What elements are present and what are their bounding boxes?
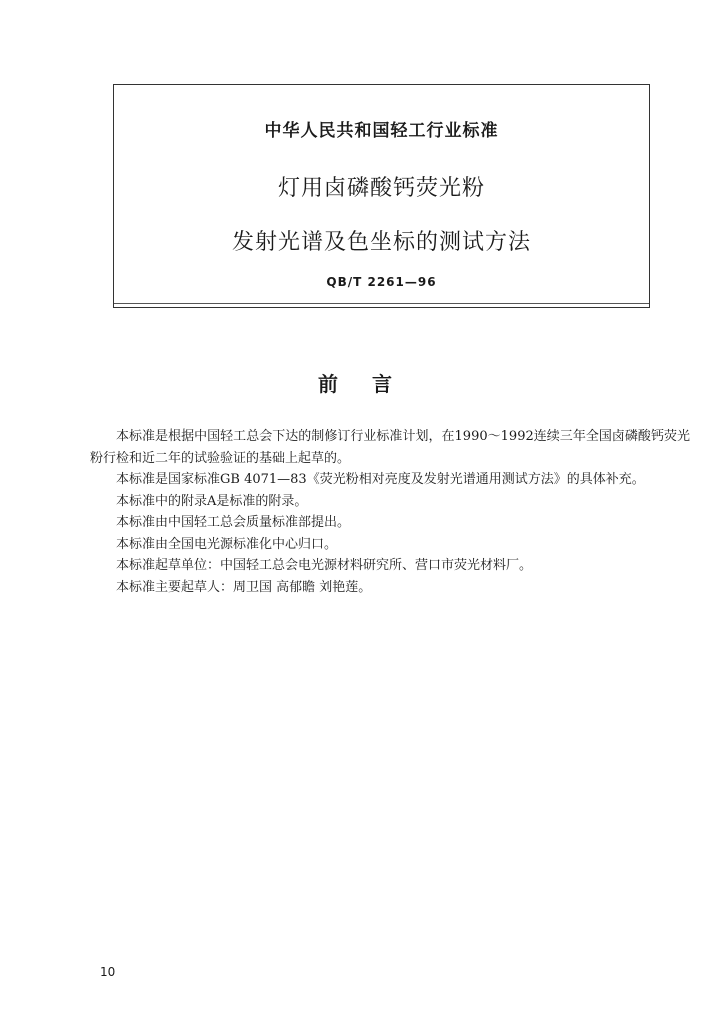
standard-title-line-1: 灯用卤磷酸钙荧光粉 bbox=[277, 176, 485, 201]
foreword-heading: 前言 bbox=[318, 372, 426, 396]
foreword-paragraph: 本标准是国家标准GB 4071—83《荧光粉相对亮度及发射光谱通用测试方法》的具体补充。 bbox=[116, 472, 645, 487]
standard-header-box bbox=[113, 84, 650, 308]
foreword-paragraph: 本标准中的附录A是标准的附录。 bbox=[116, 493, 308, 509]
standard-organization: 中华人民共和国轻工行业标准 bbox=[264, 121, 499, 141]
standard-code: QB/T 2261—96 bbox=[326, 275, 437, 289]
foreword-paragraph: 本标准由中国轻工总会质量标准部提出。 bbox=[116, 515, 351, 530]
foreword-body bbox=[90, 426, 690, 598]
foreword-paragraph: 本标准是根据中国轻工总会下达的制修订行业标准计划，在1990～1992连续三年全国卤磷酸钙荧光粉行检和近二年的试验验证的基础上起草的。 bbox=[90, 429, 690, 466]
page-number: 10 bbox=[100, 965, 116, 979]
standard-title-line-2: 发射光谱及色坐标的测试方法 bbox=[231, 230, 531, 255]
foreword-paragraph: 本标准起草单位：中国轻工总会电光源材料研究所、营口市荧光材料厂。 bbox=[116, 558, 533, 573]
foreword-paragraph: 本标准主要起草人：周卫国 高郁瞻 刘艳莲。 bbox=[116, 579, 372, 595]
foreword-paragraph: 本标准由全国电光源标准化中心归口。 bbox=[116, 536, 338, 552]
